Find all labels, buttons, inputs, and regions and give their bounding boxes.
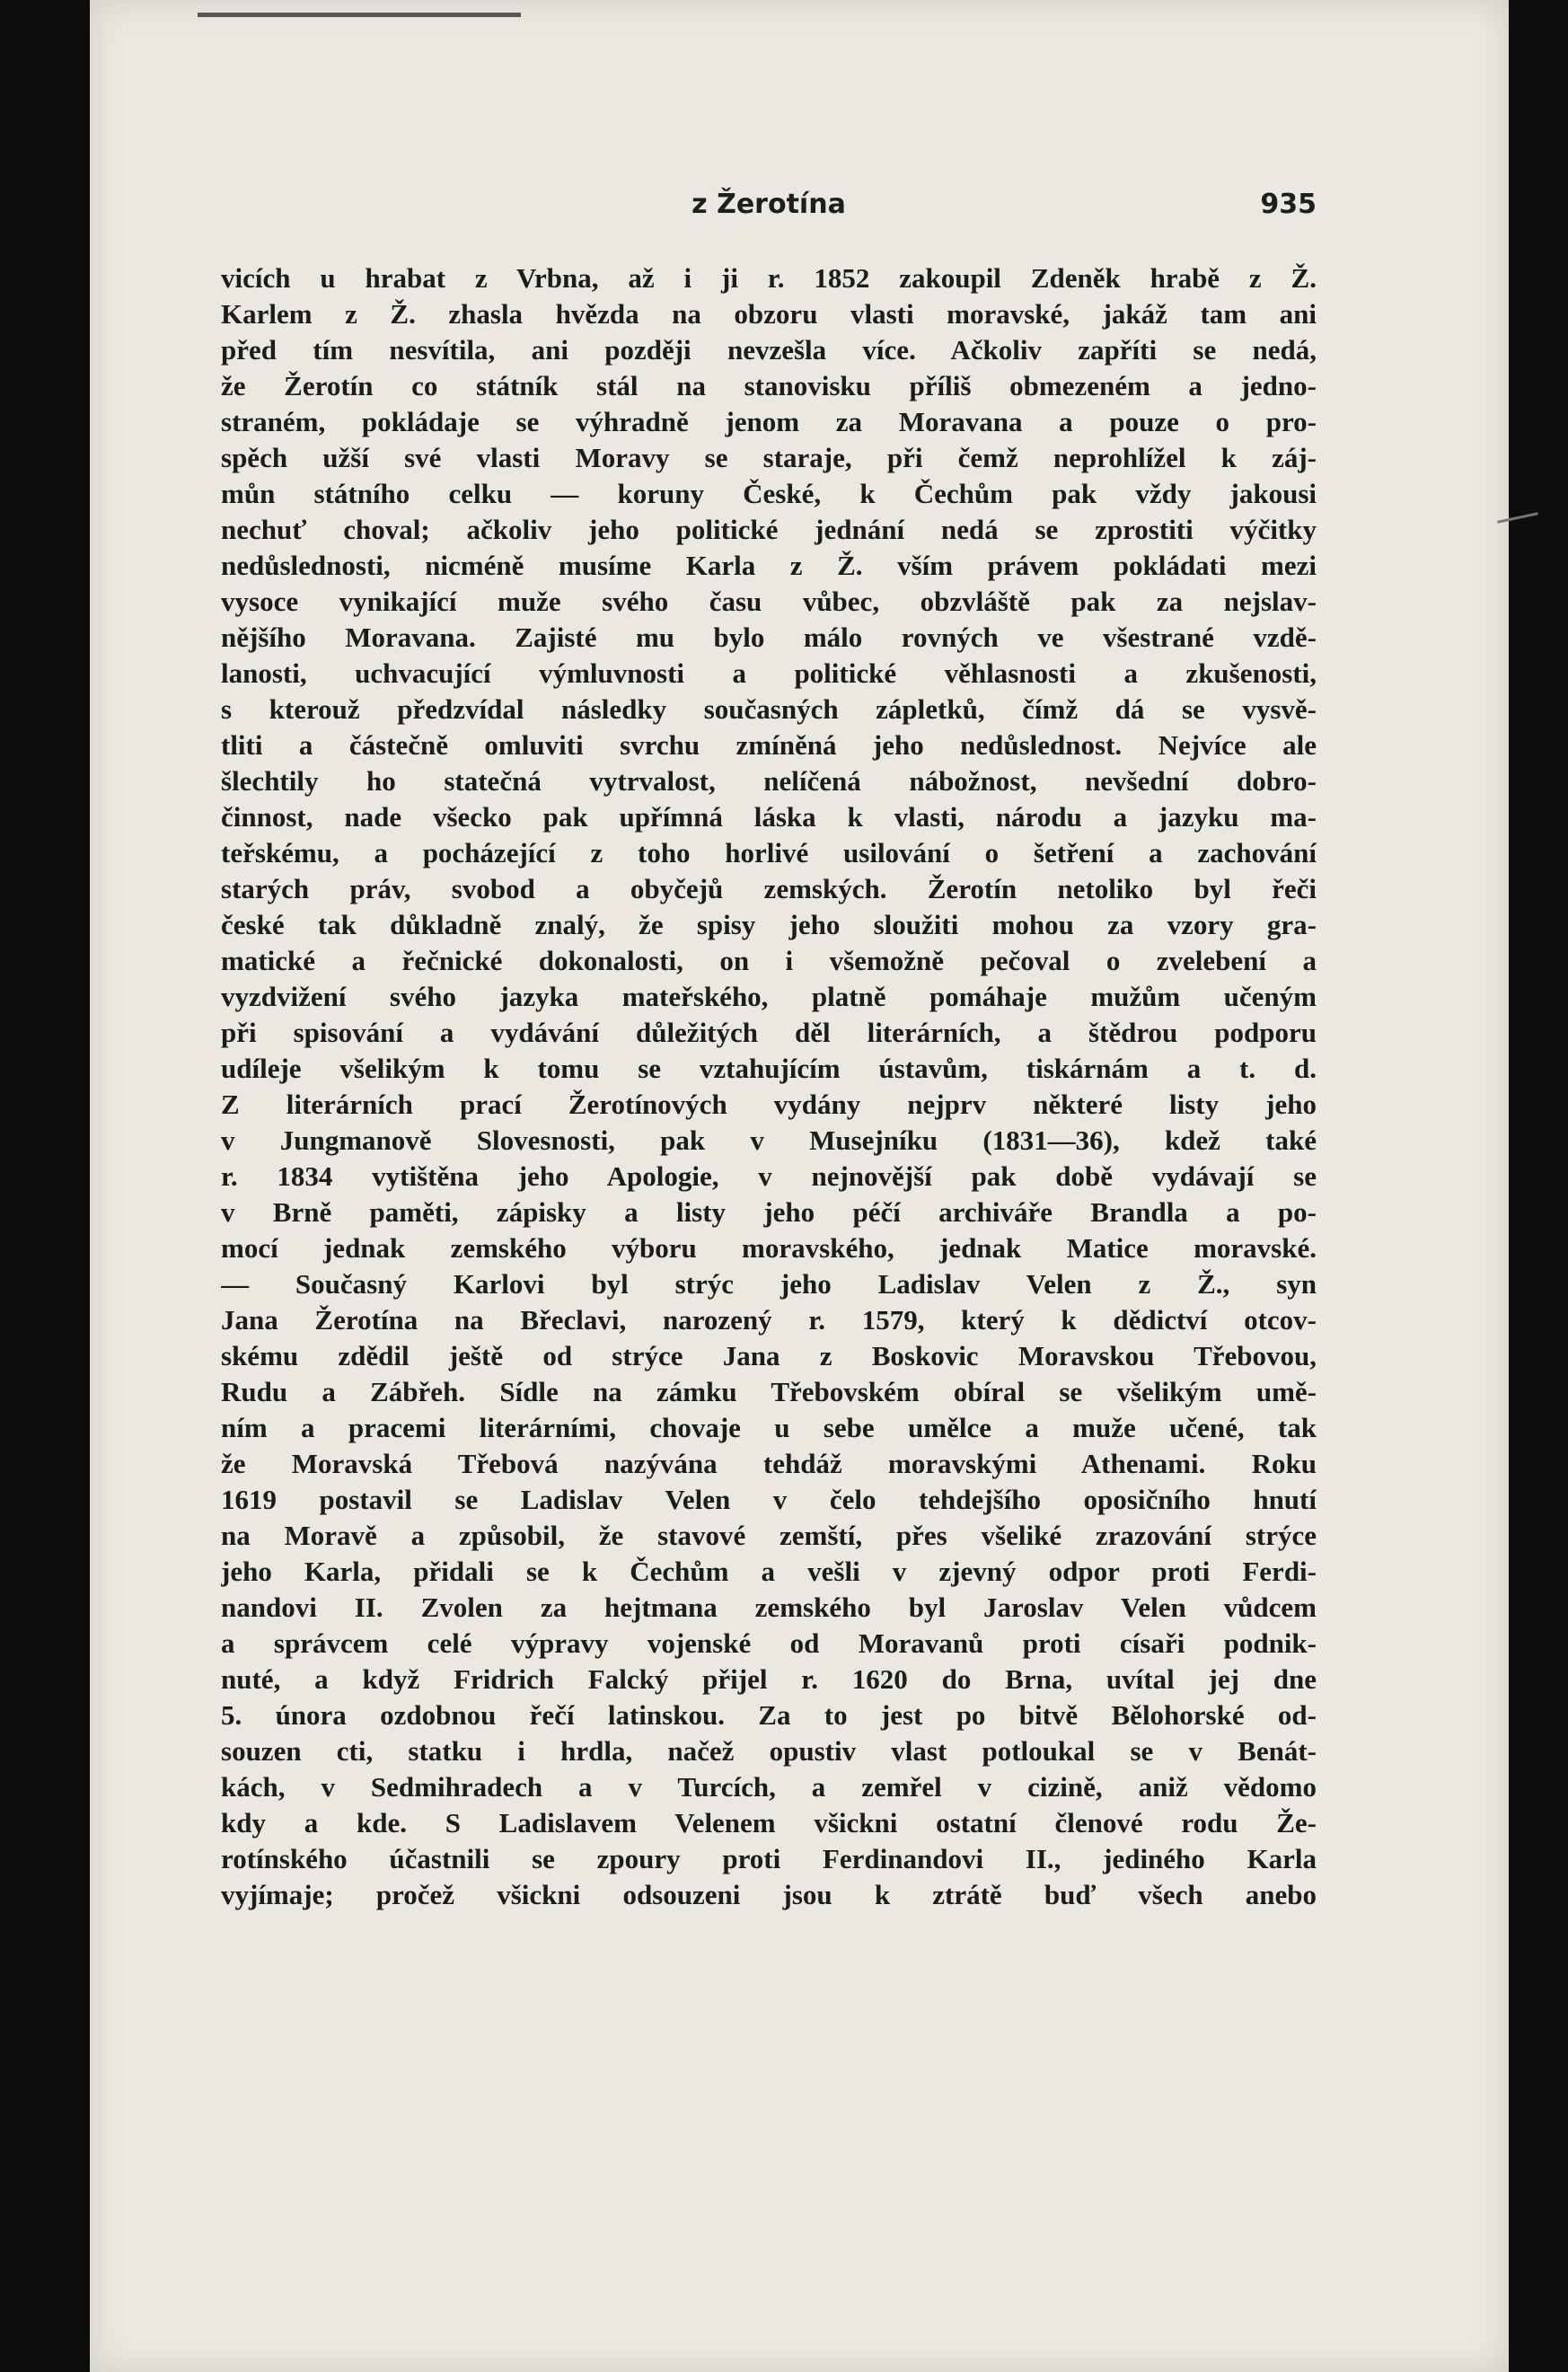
text-line: kdy a kde. S Ladislavem Velenem všickni ostatní členové rodu Že- <box>221 1807 1317 1839</box>
text-line: mocí jednak zemského výboru moravského, jednak Matice moravské. <box>221 1232 1317 1264</box>
text-line: Rudu a Zábřeh. Sídle na zámku Třebovském obíral se všelikým umě- <box>221 1376 1317 1407</box>
page-number: 935 <box>1260 189 1317 220</box>
text-line: nandovi II. Zvolen za hejtmana zemského byl Jaroslav Velen vůdcem <box>221 1592 1317 1623</box>
text-line: ním a pracemi literárními, chovaje u sebe umělce a muže učené, tak <box>221 1412 1317 1443</box>
page-edge-mark <box>198 13 521 17</box>
text-line: vysoce vynikající muže svého času vůbec, obzvláště pak za nejslav- <box>221 586 1317 617</box>
text-line: před tím nesvítila, ani později nevzešla více. Ačkoliv zapříti se nedá, <box>221 334 1317 366</box>
text-line: na Moravě a způsobil, že stavové zemští, přes všeliké zrazování strýce <box>221 1520 1317 1551</box>
text-line: udíleje všelikým k tomu se vztahujícím ústavům, tiskárnám a t. d. <box>221 1053 1317 1084</box>
text-line: vyzdvižení svého jazyka mateřského, platně pomáhaje mužům učeným <box>221 981 1317 1012</box>
text-line: nechuť choval; ačkoliv jeho politické jednání nedá se zprostiti výčitky <box>221 514 1317 545</box>
text-line: vicích u hrabat z Vrbna, až i ji r. 1852 zakoupil Zdeněk hrabě z Ž. <box>221 262 1317 294</box>
text-line: vyjímaje; pročež všickni odsouzeni jsou k ztrátě buď všech anebo <box>221 1879 1317 1910</box>
text-line: můn státního celku — koruny České, k Čechům pak vždy jakousi <box>221 478 1317 509</box>
text-line: že Moravská Třebová nazývána tehdáž moravskými Athenami. Roku <box>221 1448 1317 1479</box>
text-line: jeho Karla, přidali se k Čechům a vešli v zjevný odpor proti Ferdi- <box>221 1556 1317 1587</box>
text-line: nějšího Moravana. Zajisté mu bylo málo rovných ve všestrané vzdě- <box>221 622 1317 653</box>
text-line: 5. února ozdobnou řečí latinskou. Za to jest po bitvě Bělohorské od- <box>221 1699 1317 1731</box>
text-line: — Současný Karlovi byl strýc jeho Ladislav Velen z Ž., syn <box>221 1268 1317 1300</box>
text-line: straném, pokládaje se výhradně jenom za Moravana a pouze o pro- <box>221 406 1317 437</box>
text-line: nedůslednosti, nicméně musíme Karla z Ž. vším právem pokládati mezi <box>221 550 1317 581</box>
text-line: rotínského účastnili se zpoury proti Ferdinandovi II., jediného Karla <box>221 1843 1317 1874</box>
text-line: Z literárních prací Žerotínových vydány nejprv některé listy jeho <box>221 1089 1317 1120</box>
text-line: Jana Žerotína na Břeclavi, narozený r. 1579, který k dědictví otcov- <box>221 1304 1317 1336</box>
text-line: činnost, nade všecko pak upřímná láska k vlasti, národu a jazyku ma- <box>221 801 1317 833</box>
text-line: s kterouž předzvídal následky současných zápletků, čímž dá se vysvě- <box>221 693 1317 725</box>
text-line: a správcem celé výpravy vojenské od Moravanů proti císaři podnik- <box>221 1627 1317 1659</box>
text-line: souzen cti, statku i hrdla, načež opustiv vlast potloukal se v Benát- <box>221 1735 1317 1767</box>
text-line: 1619 postavil se Ladislav Velen v čelo tehdejšího oposičního hnutí <box>221 1484 1317 1515</box>
text-line: lanosti, uchvacující výmluvnosti a politické věhlasnosti a zkušenosti, <box>221 657 1317 689</box>
text-line: spěch užší své vlasti Moravy se staraje, při čemž neprohlížel k záj- <box>221 442 1317 473</box>
text-line: nuté, a když Fridrich Falcký přijel r. 1620 do Brna, uvítal jej dne <box>221 1663 1317 1695</box>
text-line: české tak důkladně znalý, že spisy jeho sloužiti mohou za vzory gra- <box>221 909 1317 940</box>
text-line: r. 1834 vytištěna jeho Apologie, v nejnovější pak době vydávají se <box>221 1160 1317 1192</box>
text-line: kách, v Sedmihradech a v Turcích, a zemřel v cizině, aniž vědomo <box>221 1771 1317 1803</box>
text-line: v Brně paměti, zápisky a listy jeho péčí archiváře Brandla a po- <box>221 1196 1317 1228</box>
text-line: matické a řečnické dokonalosti, on i všemožně pečoval o zvelebení a <box>221 945 1317 976</box>
text-line: šlechtily ho statečná vytrvalost, nelíčená nábožnost, nevšední dobro- <box>221 765 1317 797</box>
running-title: z Žerotína <box>692 189 846 220</box>
running-head <box>221 189 1317 225</box>
text-line: starých práv, svobod a obyčejů zemských. Žerotín netoliko byl řeči <box>221 873 1317 904</box>
text-line: že Žerotín co státník stál na stanovisku příliš obmezeném a jedno- <box>221 370 1317 401</box>
text-line: v Jungmanově Slovesnosti, pak v Musejníku (1831—36), kdež také <box>221 1124 1317 1156</box>
text-line: teřskému, a pocházející z toho horlivé usilování o šetření a zachování <box>221 837 1317 869</box>
body-text <box>221 260 1317 1913</box>
text-line: Karlem z Ž. zhasla hvězda na obzoru vlasti moravské, jakáž tam ani <box>221 298 1317 330</box>
text-line: tliti a částečně omluviti svrchu zmíněná jeho nedůslednost. Nejvíce ale <box>221 729 1317 761</box>
text-line: při spisování a vydávání důležitých děl literárních, a štědrou podporu <box>221 1017 1317 1048</box>
text-line: skému zdědil ještě od strýce Jana z Boskovic Moravskou Třebovou, <box>221 1340 1317 1371</box>
